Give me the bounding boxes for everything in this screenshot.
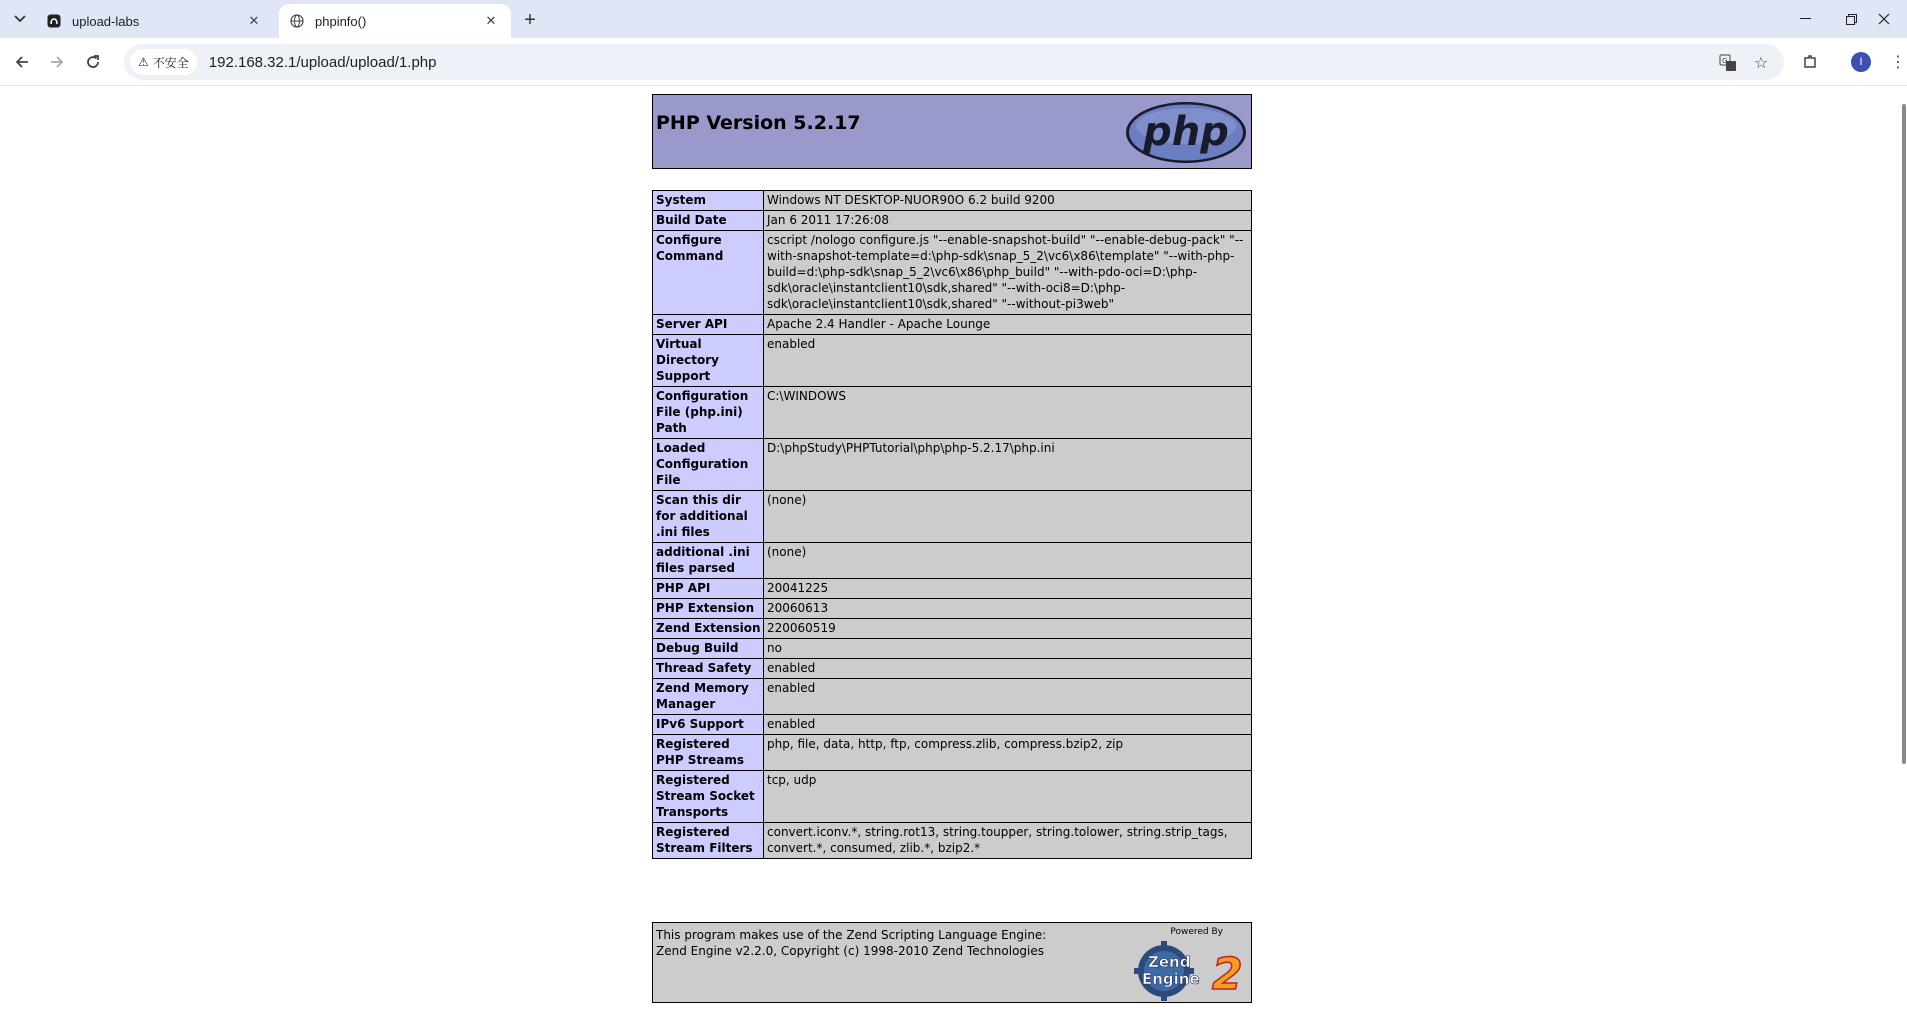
info-key: additional .ini files parsed [653, 543, 764, 579]
info-value: 220060519 [764, 619, 1252, 639]
page-title: PHP Version 5.2.17 [656, 112, 861, 134]
info-value: php, file, data, http, ftp, compress.zlib, compress.bzip2, zip [764, 735, 1252, 771]
scrollbar-thumb[interactable] [1902, 104, 1906, 764]
info-key: Thread Safety [653, 659, 764, 679]
info-row [653, 191, 1252, 211]
php-info-table [652, 190, 1252, 859]
github-icon [46, 13, 62, 29]
info-key: Scan this dir for additional .ini files [653, 491, 764, 543]
svg-text:Zend: Zend [1148, 953, 1191, 971]
close-tab-icon[interactable]: ✕ [485, 13, 497, 28]
php-logo-text: php [1143, 109, 1229, 155]
info-row [653, 231, 1252, 315]
not-secure-chip[interactable] [130, 49, 197, 75]
info-value: Jan 6 2011 17:26:08 [764, 211, 1252, 231]
powered-by-label: Powered By [1170, 927, 1223, 937]
php-version-header [652, 94, 1252, 169]
info-value: enabled [764, 715, 1252, 735]
info-row [653, 715, 1252, 735]
info-value: enabled [764, 679, 1252, 715]
info-value: (none) [764, 543, 1252, 579]
globe-icon [289, 13, 305, 29]
info-row [653, 735, 1252, 771]
warning-icon: ⚠ [138, 55, 149, 69]
info-value: tcp, udp [764, 771, 1252, 823]
info-key: Zend Memory Manager [653, 679, 764, 715]
info-value: no [764, 639, 1252, 659]
info-value: enabled [764, 659, 1252, 679]
info-row [653, 659, 1252, 679]
info-value: C:\WINDOWS [764, 387, 1252, 439]
info-row [653, 771, 1252, 823]
svg-text:Engine: Engine [1142, 970, 1200, 988]
info-value: cscript /nologo configure.js "--enable-snapshot-build" "--enable-debug-pack" "--with-snapshot-template=d:\php-sdk\snap_5_2\vc6\x86\template" "--with-php-build=d:\php-sdk\snap_5_2\vc6\x86\php_build" "--with-pdo-oci=D:\php-sdk\oracle\instantclient10\sdk,shared" "--with-oci8=D:\php-sdk\oracle\instantclient10\sdk,shared" "--without-pi3web" [764, 231, 1252, 315]
info-value: enabled [764, 335, 1252, 387]
info-key: Zend Extension [653, 619, 764, 639]
info-key: Virtual Directory Support [653, 335, 764, 387]
info-key: Configuration File (php.ini) Path [653, 387, 764, 439]
back-icon[interactable] [9, 49, 35, 75]
info-row [653, 599, 1252, 619]
extensions-icon[interactable] [1797, 49, 1823, 75]
php-logo[interactable] [1125, 101, 1247, 169]
info-row [653, 579, 1252, 599]
tab-title: phpinfo() [315, 13, 367, 29]
page-scrollbar[interactable] [1900, 86, 1907, 1028]
minimize-icon[interactable] [1782, 0, 1828, 38]
info-key: Build Date [653, 211, 764, 231]
info-value: D:\phpStudy\PHPTutorial\php\php-5.2.17\php.ini [764, 439, 1252, 491]
tab-title: upload-labs [72, 13, 140, 29]
tab-phpinfo[interactable] [279, 4, 511, 38]
browser-toolbar [0, 38, 1907, 86]
info-key: Debug Build [653, 639, 764, 659]
info-row [653, 543, 1252, 579]
security-label: 不安全 [152, 55, 189, 70]
profile-avatar[interactable]: I [1851, 52, 1871, 72]
info-value: convert.iconv.*, string.rot13, string.toupper, string.tolower, string.strip_tags, convert.*, consumed, zlib.*, bzip2.* [764, 823, 1252, 859]
zend-logo-number: 2 [1212, 949, 1243, 1000]
zend-line-1: This program makes use of the Zend Scripting Language Engine: [656, 928, 1047, 942]
info-key: PHP API [653, 579, 764, 599]
bookmark-star-icon[interactable]: ☆ [1753, 55, 1769, 72]
page-viewport [0, 86, 1907, 1028]
url-text[interactable]: 192.168.32.1/upload/upload/1.php [208, 53, 437, 71]
info-row [653, 679, 1252, 715]
tab-strip [0, 0, 1907, 38]
info-key: Registered Stream Socket Transports [653, 771, 764, 823]
forward-icon[interactable] [44, 49, 70, 75]
info-row [653, 211, 1252, 231]
info-value: 20041225 [764, 579, 1252, 599]
info-row [653, 387, 1252, 439]
info-key: Registered Stream Filters [653, 823, 764, 859]
info-key: PHP Extension [653, 599, 764, 619]
reload-icon[interactable] [80, 49, 106, 75]
info-key: IPv6 Support [653, 715, 764, 735]
svg-text:G: G [1722, 57, 1728, 65]
info-row [653, 491, 1252, 543]
info-key: Loaded Configuration File [653, 439, 764, 491]
new-tab-icon[interactable]: + [524, 8, 536, 31]
info-key: Configure Command [653, 231, 764, 315]
tab-search-chevron-icon[interactable] [7, 7, 33, 31]
address-bar[interactable] [124, 44, 1784, 80]
info-row [653, 619, 1252, 639]
close-window-icon[interactable] [1861, 0, 1907, 38]
info-value: Windows NT DESKTOP-NUOR90O 6.2 build 9200 [764, 191, 1252, 211]
info-row [653, 335, 1252, 387]
info-row [653, 639, 1252, 659]
tab-upload-labs[interactable] [36, 4, 274, 38]
menu-dots-icon[interactable]: ⋮ [1890, 54, 1906, 71]
info-key: Registered PHP Streams [653, 735, 764, 771]
info-key: System [653, 191, 764, 211]
info-value: (none) [764, 491, 1252, 543]
info-row [653, 315, 1252, 335]
close-tab-icon[interactable]: ✕ [248, 13, 260, 28]
translate-icon[interactable] [1717, 52, 1739, 74]
info-row [653, 439, 1252, 491]
info-key: Server API [653, 315, 764, 335]
zend-text [656, 927, 1046, 959]
zend-engine-box [652, 922, 1252, 1003]
zend-line-2: Zend Engine v2.2.0, Copyright (c) 1998-2010 Zend Technologies [656, 944, 1045, 958]
info-row [653, 823, 1252, 859]
info-value: Apache 2.4 Handler - Apache Lounge [764, 315, 1252, 335]
info-value: 20060613 [764, 599, 1252, 619]
zend-engine-logo[interactable] [1134, 937, 1250, 1005]
